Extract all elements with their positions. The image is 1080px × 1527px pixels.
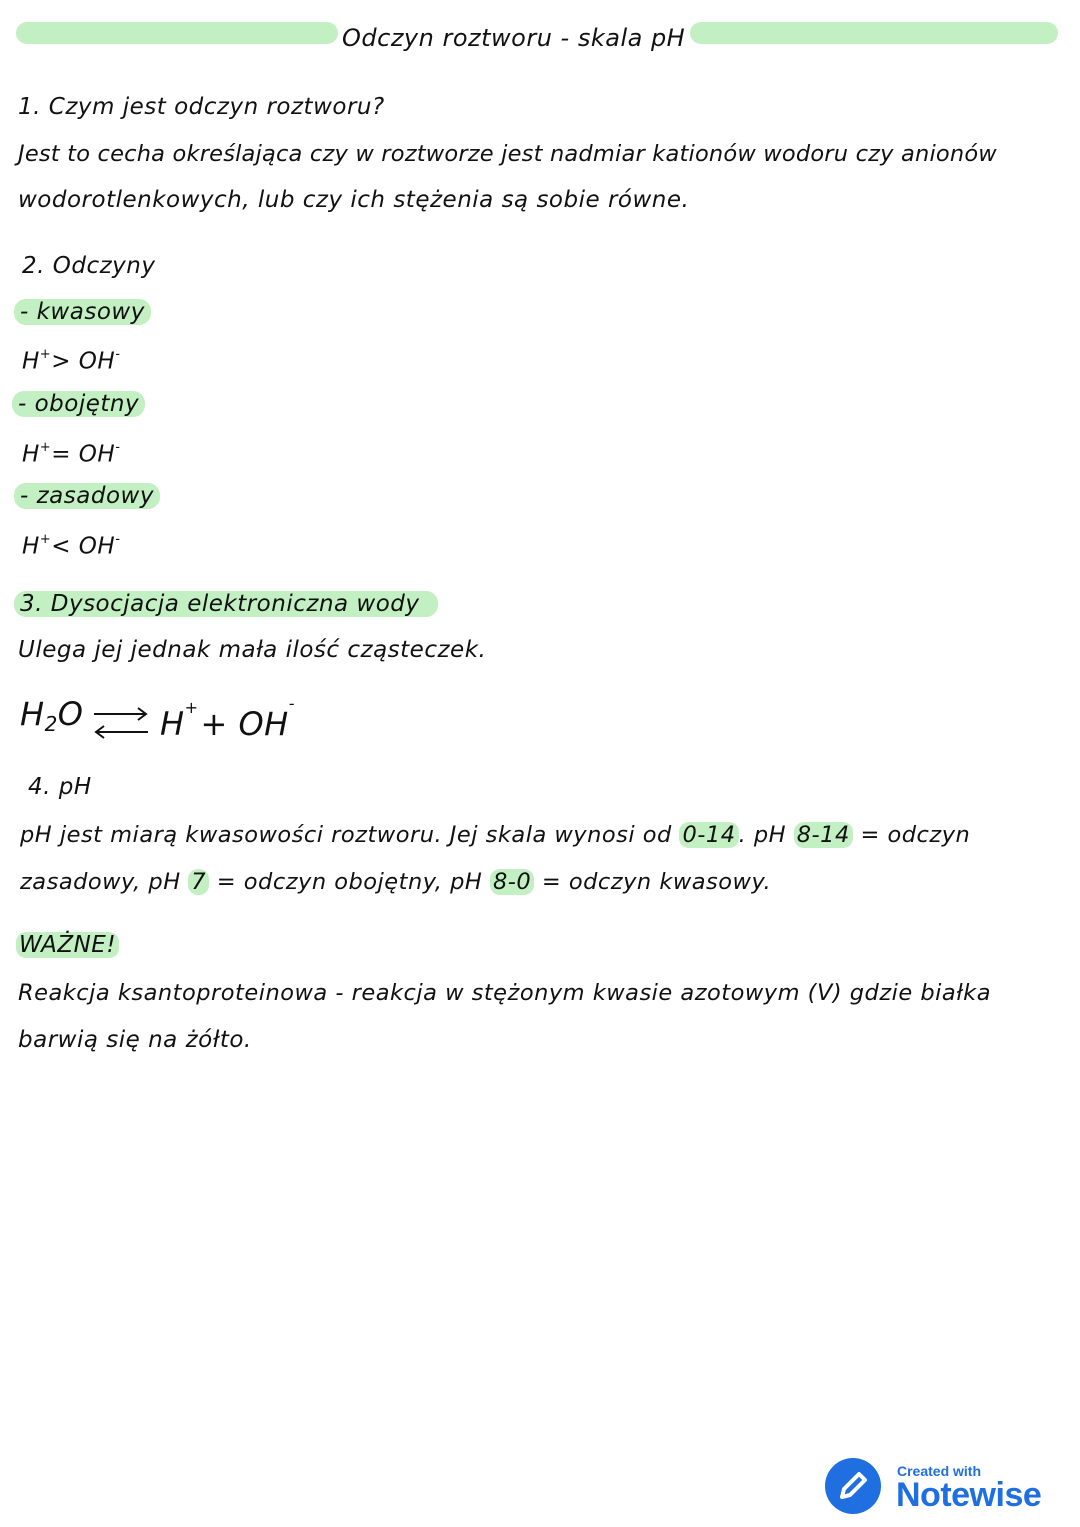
ph-text-b: . pH [738, 822, 794, 848]
important-text-line1: Reakcja ksantoproteinowa - reakcja w stężonym kwasie azotowym (V) gdzie białka [18, 980, 991, 1006]
section4-text-line1 [20, 820, 970, 850]
formula-op-oh: > OH [51, 348, 116, 375]
dissociation-reactant [20, 694, 83, 738]
title-highlight-right [690, 22, 1058, 44]
ph-text-d: zasadowy, pH [20, 869, 189, 895]
title-highlight-left [16, 22, 338, 44]
section1-text-line2: wodorotlenkowych, lub czy ich stężenia są sobie równe. [18, 187, 690, 213]
pencil-icon [825, 1458, 881, 1514]
page-title: Odczyn roztworu - skala pH [342, 24, 686, 52]
ph-text-f: = odczyn kwasowy. [534, 869, 772, 895]
reactant-subscript: 2 [44, 712, 58, 736]
ph-text-e: = odczyn obojętny, pH [209, 869, 490, 895]
product-h: H [160, 704, 185, 743]
important-text-line2: barwią się na żółto. [18, 1027, 252, 1053]
section2-heading: 2. Odczyny [22, 253, 156, 279]
branding-small-text: Created with [897, 1463, 982, 1479]
formula-h: H [22, 533, 40, 560]
product-h-charge: + [184, 698, 199, 717]
important-heading: WAŻNE! [16, 932, 119, 958]
odczyn-kwasowy-formula [22, 342, 120, 377]
formula-oh-charge: - [115, 532, 121, 547]
ph-acidic-highlight: 8-0 [490, 869, 534, 895]
product-oh: + OH [200, 704, 289, 743]
odczyn-obojetny-formula [22, 435, 120, 470]
formula-h-charge: + [39, 347, 52, 362]
section3-text-line1: Ulega jej jednak mała ilość cząsteczek. [18, 637, 487, 663]
section3-heading-wrap [14, 589, 438, 619]
important-heading-wrap [16, 930, 119, 960]
formula-oh-charge: - [115, 347, 121, 362]
formula-h-charge: + [39, 532, 52, 547]
dissociation-products [160, 694, 295, 744]
equilibrium-arrows-icon [92, 702, 152, 742]
branding-name: Notewise [896, 1476, 1042, 1514]
section4-text-line2 [20, 867, 771, 897]
ph-text-c: = odczyn [852, 822, 971, 848]
formula-op-oh: < OH [51, 533, 116, 560]
ph-neutral-highlight: 7 [188, 869, 209, 895]
section1-heading: 1. Czym jest odczyn roztworu? [18, 94, 385, 120]
reactant-h: H [20, 695, 45, 733]
reactant-o: O [57, 695, 84, 733]
section4-heading: 4. pH [28, 774, 92, 800]
odczyn-kwasowy-highlight: - kwasowy [14, 299, 151, 325]
ph-text-a: pH jest miarą kwasowości roztworu. Jej skala wynosi od [20, 822, 680, 848]
notewise-logo [825, 1458, 881, 1514]
formula-oh-charge: - [115, 440, 121, 455]
odczyn-zasadowy-label [14, 481, 160, 511]
odczyn-obojetny-highlight: - obojętny [12, 391, 145, 417]
product-oh-charge: - [288, 694, 295, 713]
formula-h: H [22, 441, 40, 468]
odczyn-zasadowy-formula [22, 527, 120, 562]
formula-h-charge: + [39, 440, 52, 455]
section1-text-line1: Jest to cecha określająca czy w roztworze jest nadmiar kationów wodoru czy anionów [18, 141, 997, 167]
formula-h: H [22, 348, 40, 375]
odczyn-obojetny-label [12, 389, 145, 419]
formula-op-oh: = OH [51, 441, 116, 468]
section3-heading: 3. Dysocjacja elektroniczna wody [14, 591, 438, 617]
ph-range-highlight: 0-14 [679, 822, 738, 848]
ph-basic-highlight: 8-14 [794, 822, 853, 848]
odczyn-kwasowy-label [14, 297, 151, 327]
odczyn-zasadowy-highlight: - zasadowy [14, 483, 160, 509]
